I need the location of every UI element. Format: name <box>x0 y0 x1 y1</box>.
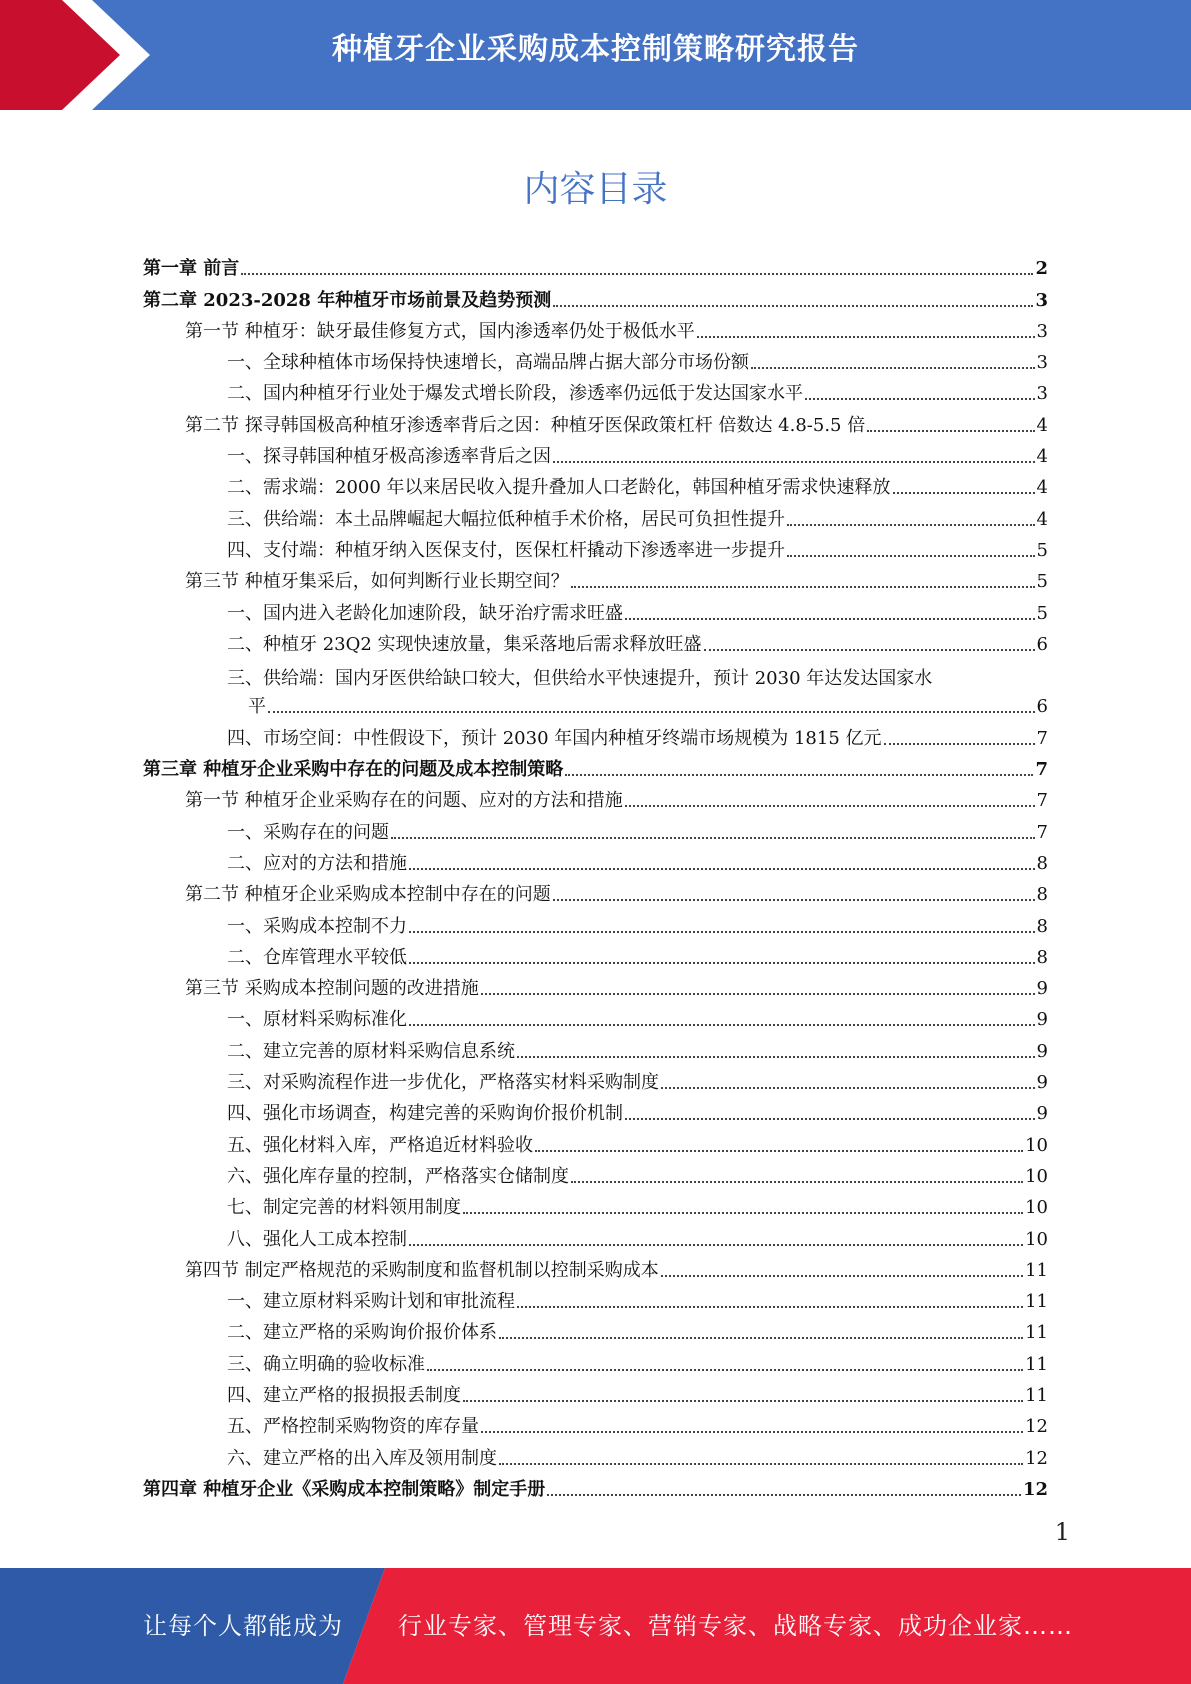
toc-entry-title: 第三节 种植牙集采后，如何判断行业长期空间？ <box>185 571 569 593</box>
toc-page-number: 4 <box>1036 477 1048 499</box>
toc-page-number: 9 <box>1036 978 1048 1000</box>
dot-leader <box>409 1244 1023 1246</box>
toc-entry-title: 第二节 探寻韩国极高种植牙渗透率背后之因：种植牙医保政策杠杆 倍数达 4.8-5.5 倍 <box>185 414 866 436</box>
toc-entry[interactable] <box>143 472 1048 503</box>
toc-entry-title: 四、市场空间：中性假设下，预计 2030 年国内种植牙终端市场规模为 1815 亿元 <box>227 727 882 749</box>
toc-page-number: 9 <box>1036 1072 1048 1094</box>
toc-entry[interactable] <box>143 660 1048 723</box>
toc-entry[interactable] <box>143 566 1048 597</box>
toc-entry-title: 四、建立严格的报损报丢制度 <box>227 1384 461 1406</box>
toc-page-number: 3 <box>1036 352 1048 374</box>
toc-page-number: 9 <box>1036 1009 1048 1031</box>
dot-leader <box>409 1024 1035 1026</box>
toc-entry-title: 一、采购存在的问题 <box>227 821 389 843</box>
toc-entry-title: 三、供给端：国内牙医供给缺口较大，但供给水平快速提升，预计 2030 年达发达国家水 <box>227 667 933 689</box>
toc-heading: 内容目录 <box>523 169 668 210</box>
toc-entry-title: 六、强化库存量的控制，严格落实仓储制度 <box>227 1165 569 1187</box>
toc-entry-title: 二、需求端：2000 年以来居民收入提升叠加人口老龄化，韩国种植牙需求快速释放 <box>227 477 891 499</box>
toc-entry[interactable] <box>143 1223 1048 1254</box>
dot-leader <box>268 711 1035 713</box>
toc-page-number: 11 <box>1025 1259 1048 1281</box>
toc-page-number: 9 <box>1036 1103 1048 1125</box>
toc-page-number: 3 <box>1036 320 1048 342</box>
toc-entry[interactable] <box>143 848 1048 879</box>
toc-entry-title: 五、严格控制采购物资的库存量 <box>227 1416 479 1438</box>
header-bar <box>0 0 1191 110</box>
dot-leader <box>547 1494 1021 1496</box>
dot-leader <box>499 1337 1023 1339</box>
toc-entry-title: 七、制定完善的材料领用制度 <box>227 1197 461 1219</box>
table-of-contents <box>143 253 1048 1505</box>
toc-entry[interactable] <box>143 910 1048 941</box>
toc-page-number: 11 <box>1025 1353 1048 1375</box>
dot-leader <box>481 1431 1023 1433</box>
dot-leader <box>704 649 1035 651</box>
toc-page-number: 9 <box>1036 1040 1048 1062</box>
dot-leader <box>553 461 1035 463</box>
dot-leader <box>787 555 1035 557</box>
dot-leader <box>463 1400 1023 1402</box>
toc-page-number: 12 <box>1025 1416 1048 1438</box>
dot-leader <box>893 492 1035 494</box>
toc-entry-title: 二、建立完善的原材料采购信息系统 <box>227 1040 515 1062</box>
dot-leader <box>625 618 1035 620</box>
toc-page-number: 4 <box>1036 446 1048 468</box>
page-number: 1 <box>1054 1518 1070 1546</box>
toc-entry[interactable] <box>143 1067 1048 1098</box>
toc-entry-title: 一、国内进入老龄化加速阶段，缺牙治疗需求旺盛 <box>227 602 623 624</box>
report-title: 种植牙企业采购成本控制策略研究报告 <box>332 32 859 67</box>
toc-entry[interactable] <box>143 316 1048 347</box>
toc-entry[interactable] <box>143 1474 1048 1505</box>
dot-leader <box>409 868 1035 870</box>
toc-entry-title: 三、供给端：本土品牌崛起大幅拉低种植手术价格，居民可负担性提升 <box>227 508 785 530</box>
toc-entry[interactable] <box>143 629 1048 660</box>
toc-entry-title: 二、建立严格的采购询价报价体系 <box>227 1322 497 1344</box>
toc-entry-title: 六、建立严格的出入库及领用制度 <box>227 1447 497 1469</box>
toc-entry[interactable] <box>143 1192 1048 1223</box>
toc-entry[interactable] <box>143 1035 1048 1066</box>
toc-entry-title: 二、仓库管理水平较低 <box>227 946 407 968</box>
toc-entry-title: 二、应对的方法和措施 <box>227 852 407 874</box>
toc-page-number: 7 <box>1036 821 1048 843</box>
toc-entry-title-cont: 平 <box>248 696 266 718</box>
toc-entry[interactable] <box>143 284 1048 315</box>
toc-entry[interactable] <box>143 1098 1048 1129</box>
toc-entry-title: 四、支付端：种植牙纳入医保支付，医保杠杆撬动下渗透率进一步提升 <box>227 539 785 561</box>
toc-entry[interactable] <box>143 535 1048 566</box>
toc-entry[interactable] <box>143 409 1048 440</box>
toc-entry[interactable] <box>143 879 1048 910</box>
toc-page-number: 5 <box>1036 571 1048 593</box>
toc-page-number: 4 <box>1036 414 1048 436</box>
toc-entry-title: 第一节 种植牙企业采购存在的问题、应对的方法和措施 <box>185 790 623 812</box>
dot-leader <box>697 336 1035 338</box>
dot-leader <box>553 305 1033 307</box>
toc-entry[interactable] <box>143 1380 1048 1411</box>
toc-entry-title: 三、对采购流程作进一步优化，严格落实材料采购制度 <box>227 1072 659 1094</box>
footer-banner <box>0 1568 1191 1684</box>
dot-leader <box>751 367 1035 369</box>
toc-page-number: 5 <box>1036 602 1048 624</box>
toc-page-number: 5 <box>1036 539 1048 561</box>
toc-entry[interactable] <box>143 942 1048 973</box>
dot-leader <box>481 993 1035 995</box>
toc-entry-title: 第二章 2023-2028 年种植牙市场前景及趋势预测 <box>143 289 552 311</box>
dot-leader <box>661 1275 1023 1277</box>
dot-leader <box>571 586 1035 588</box>
toc-entry[interactable] <box>143 1317 1048 1348</box>
toc-page-number: 4 <box>1036 508 1048 530</box>
toc-entry-title: 一、建立原材料采购计划和审批流程 <box>227 1291 515 1313</box>
dot-leader <box>571 1181 1023 1183</box>
toc-page-number: 11 <box>1025 1291 1048 1313</box>
toc-page-number: 11 <box>1025 1384 1048 1406</box>
toc-page-number: 10 <box>1025 1197 1048 1219</box>
toc-entry[interactable] <box>143 597 1048 628</box>
dot-leader <box>884 743 1035 745</box>
toc-entry[interactable] <box>143 253 1048 284</box>
toc-page-number: 12 <box>1025 1447 1048 1469</box>
toc-entry[interactable] <box>143 1442 1048 1473</box>
toc-page-number: 8 <box>1036 884 1048 906</box>
toc-entry[interactable] <box>143 503 1048 534</box>
toc-entry[interactable] <box>143 441 1048 472</box>
toc-entry-title: 第三章 种植牙企业采购中存在的问题及成本控制策略 <box>143 759 564 781</box>
toc-entry-title: 一、全球种植体市场保持快速增长，高端品牌占据大部分市场份额 <box>227 352 749 374</box>
toc-entry-title: 一、探寻韩国种植牙极高渗透率背后之因 <box>227 446 551 468</box>
toc-page-number: 10 <box>1025 1165 1048 1187</box>
dot-leader <box>499 1463 1023 1465</box>
toc-page-number: 6 <box>1036 633 1048 655</box>
toc-page-number: 8 <box>1036 852 1048 874</box>
toc-entry[interactable] <box>143 1411 1048 1442</box>
toc-entry-continuation <box>227 691 1048 718</box>
toc-page-number: 12 <box>1022 1478 1048 1500</box>
dot-leader <box>787 524 1035 526</box>
toc-page-number: 10 <box>1025 1228 1048 1250</box>
footer-slogan-right: 行业专家、管理专家、营销专家、战略专家、成功企业家…… <box>398 1612 1073 1640</box>
dot-leader <box>661 1087 1035 1089</box>
toc-entry[interactable] <box>143 816 1048 847</box>
dot-leader <box>867 430 1034 432</box>
toc-entry-title: 第二节 种植牙企业采购成本控制中存在的问题 <box>185 884 551 906</box>
toc-entry[interactable] <box>143 973 1048 1004</box>
toc-entry[interactable] <box>143 722 1048 753</box>
toc-entry-title: 三、确立明确的验收标准 <box>227 1353 425 1375</box>
toc-page-number: 7 <box>1035 759 1048 781</box>
dot-leader <box>409 962 1035 964</box>
dot-leader <box>565 774 1033 776</box>
dot-leader <box>409 931 1035 933</box>
toc-page-number: 10 <box>1025 1134 1048 1156</box>
toc-entry[interactable] <box>143 1129 1048 1160</box>
toc-entry-title: 第一章 前言 <box>143 258 240 280</box>
toc-page-number: 8 <box>1036 915 1048 937</box>
dot-leader <box>625 805 1035 807</box>
toc-entry[interactable] <box>143 1286 1048 1317</box>
toc-entry[interactable] <box>143 785 1048 816</box>
toc-entry-title: 第四章 种植牙企业《采购成本控制策略》制定手册 <box>143 1478 546 1500</box>
dot-leader <box>517 1056 1035 1058</box>
toc-entry[interactable] <box>143 1255 1048 1286</box>
dot-leader <box>625 1118 1035 1120</box>
toc-entry-title: 一、采购成本控制不力 <box>227 915 407 937</box>
toc-entry[interactable] <box>143 347 1048 378</box>
footer-slogan-left: 让每个人都能成为 <box>143 1612 343 1640</box>
toc-entry-title: 第三节 采购成本控制问题的改进措施 <box>185 978 479 1000</box>
dot-leader <box>427 1369 1023 1371</box>
toc-entry-title: 一、原材料采购标准化 <box>227 1009 407 1031</box>
toc-page-number: 7 <box>1036 790 1048 812</box>
toc-page-number: 2 <box>1035 258 1048 280</box>
dot-leader <box>463 1212 1023 1214</box>
toc-entry-title: 四、强化市场调查，构建完善的采购询价报价机制 <box>227 1103 623 1125</box>
toc-page-number: 7 <box>1036 727 1048 749</box>
toc-entry[interactable] <box>143 754 1048 785</box>
toc-entry[interactable] <box>143 1348 1048 1379</box>
toc-entry[interactable] <box>143 378 1048 409</box>
toc-entry-title: 二、国内种植牙行业处于爆发式增长阶段，渗透率仍远低于发达国家水平 <box>227 383 803 405</box>
toc-page-number: 8 <box>1036 946 1048 968</box>
toc-entry-title: 第四节 制定严格规范的采购制度和监督机制以控制采购成本 <box>185 1259 659 1281</box>
dot-leader <box>535 1150 1023 1152</box>
dot-leader <box>391 837 1035 839</box>
toc-entry[interactable] <box>143 1161 1048 1192</box>
toc-page-number: 3 <box>1036 383 1048 405</box>
toc-entry-title: 八、强化人工成本控制 <box>227 1228 407 1250</box>
toc-page-number: 6 <box>1036 696 1048 718</box>
toc-entry-title: 五、强化材料入库，严格追近材料验收 <box>227 1134 533 1156</box>
toc-page-number: 11 <box>1025 1322 1048 1344</box>
toc-entry[interactable] <box>143 1004 1048 1035</box>
toc-page-number: 3 <box>1035 289 1048 311</box>
dot-leader <box>553 899 1035 901</box>
dot-leader <box>241 273 1033 275</box>
toc-entry-title: 第一节 种植牙：缺牙最佳修复方式，国内渗透率仍处于极低水平 <box>185 320 695 342</box>
dot-leader <box>517 1306 1023 1308</box>
toc-entry-title: 二、种植牙 23Q2 实现快速放量，集采落地后需求释放旺盛 <box>227 633 702 655</box>
dot-leader <box>805 398 1035 400</box>
